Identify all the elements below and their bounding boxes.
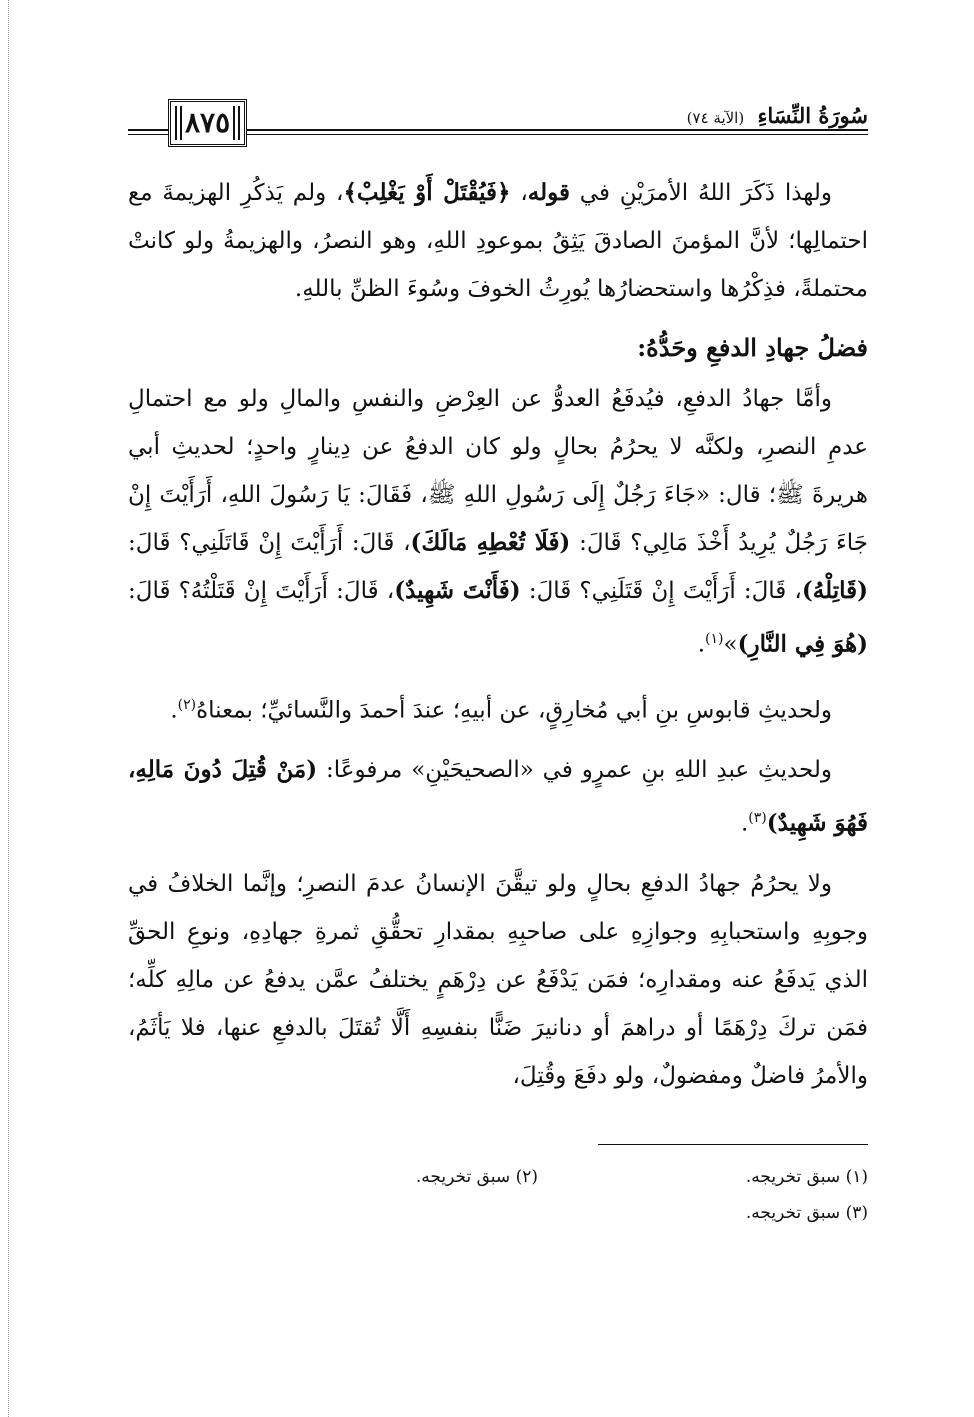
footnote-text: سبق تخريجه. [745, 1166, 841, 1187]
quran-quote: ﴿فَيُقْتَلْ أَوْ يَغْلِبْ﴾ [343, 179, 511, 206]
text-run: . [697, 631, 706, 658]
text-run: ، قَالَ: أَرَأَيْتَ إِنْ قَتَلَنِي؟ قَالَ: [520, 578, 802, 604]
footnote-text: سبق تخريجه. [415, 1166, 511, 1187]
paragraph-3 [128, 681, 868, 735]
hadith-quote: (هُوَ فِي النَّارِ) [737, 630, 868, 658]
page-body [128, 169, 868, 1100]
text-run: . [740, 810, 749, 837]
verse-reference: (الآية ٧٤) [686, 109, 745, 127]
footnote-3 [538, 1195, 868, 1231]
footnote-marker: (١) [705, 631, 724, 647]
footnote-number: (٢) [515, 1166, 538, 1187]
footnote-marker: (٣) [748, 810, 767, 827]
text-run: ، [510, 180, 528, 206]
paragraph-1 [128, 169, 868, 313]
footnote-text: سبق تخريجه. [745, 1202, 841, 1223]
scan-edge [0, 0, 9, 1417]
text-run: وأمَّا جهادُ الدفعِ، فيُدفَعُ العدوُّ عن العِرْضِ والنفسِ والمالِ ولو مع احتمالِ عدمِ النصرِ، ولكنَّه لا يحرُمُ بحالٍ ولو كان الدفعُ عن دِينارٍ واحدٍ؛ لحديثِ أبي هريرةَ ﷺ؛ قال: «جَاءَ رَجُلٌ إِلَى رَسُولِ اللهِ ﷺ، فَقَالَ: يَا رَسُولَ اللهِ، أَرَأَيْتَ إِنْ جَاءَ رَجُلٌ يُرِيدُ أَخْذَ مَالِي؟ قَالَ: [128, 386, 868, 556]
hadith-quote: (قَاتِلْهُ) [801, 577, 868, 604]
footnote-rule [598, 1144, 868, 1145]
text-run: ، ولم يَذكُرِ الهزيمةَ مع احتمالِها؛ لأنَّ المؤمنَ الصادقَ يَثِقُ بموعودِ اللهِ، وهو النصرُ، والهزيمةُ ولو كانتْ محتملةً، فذِكْرُها واستحضارُها يُورِثُ الخوفَ وسُوءَ الظنِّ باللهِ. [128, 180, 868, 302]
page-number: ٨٧٥ [168, 99, 247, 147]
hadith-quote: (مَنْ قُتِلَ دُونَ مَالِهِ، فَهُوَ شَهِيدٌ) [128, 756, 868, 837]
text-run: ولحديثِ عبدِ اللهِ بنِ عمرٍو في «الصحيحَيْنِ» مرفوعًا: [317, 757, 833, 784]
footnotes [128, 1159, 868, 1231]
page-header [128, 95, 868, 155]
text-run: ، قَالَ: أَرَأَيْتَ إِنْ قَاتَلَنِي؟ قَالَ: [128, 530, 411, 556]
footnote-number: (١) [845, 1166, 868, 1187]
footnote-1 [538, 1159, 868, 1195]
bold-run: قوله [527, 179, 570, 206]
text-run: . [170, 697, 178, 724]
text-run: ، قَالَ: أَرَأَيْتَ إِنْ قَتَلْتُهُ؟ قَالَ: [128, 578, 395, 604]
paragraph-4 [128, 746, 868, 848]
footnote-row [128, 1159, 868, 1195]
footnote-row [128, 1195, 868, 1231]
paragraph-5: ولا يحرُمُ جهادُ الدفعِ بحالٍ ولو تيقَّنَ الإنسانُ عدمَ النصرِ؛ وإنَّما الخلافُ في وجوبِهِ واستحبابِهِ وجوازِهِ على صاحبِهِ بمقدارِ تحقُّقِ ثمرةِ جهادِهِ، ونوعِ الحقِّ الذي يَدفَعُ عنه ومقدارِه؛ فمَن يَدْفَعُ عن دِرْهَمٍ يختلفُ عمَّن يدفعُ عن مالِهِ كلِّه؛ فمَن تركَ دِرْهَمًا أو دراهمَ أو دنانيرَ ضَنًّا بنفسِهِ أَلَّا تُقتَلَ بالدفعِ عنها، فلا يَأثَمُ، والأمرُ فاضلٌ ومفضولٌ، ولو دفَعَ وقُتِلَ، [128, 870, 868, 1089]
surah-name: سُورَةُ النِّسَاءِ [757, 103, 868, 128]
book-page [128, 95, 868, 1231]
text-run: ولهذا ذَكَرَ اللهُ الأمرَيْنِ في [569, 180, 832, 206]
paragraph-2 [128, 375, 868, 669]
footnote-marker: (٢) [177, 696, 197, 713]
footnote-number: (٣) [845, 1202, 868, 1223]
text-run: » [723, 631, 738, 658]
text-run: ولحديثِ قابوسِ بنِ أبي مُخارِقٍ، عن أبيهِ؛ عندَ أحمدَ والنَّسائيِّ؛ بمعناهُ [196, 697, 832, 724]
section-heading: فضلُ جهادِ الدفعِ وحَدُّهُ: [637, 333, 868, 362]
hadith-quote: (فَلَا تُعْطِهِ مَالَكَ) [410, 529, 571, 556]
surah-title [677, 103, 868, 128]
hadith-quote: (فَأَنْتَ شَهِيدٌ) [394, 577, 521, 604]
footnote-2 [208, 1159, 538, 1195]
